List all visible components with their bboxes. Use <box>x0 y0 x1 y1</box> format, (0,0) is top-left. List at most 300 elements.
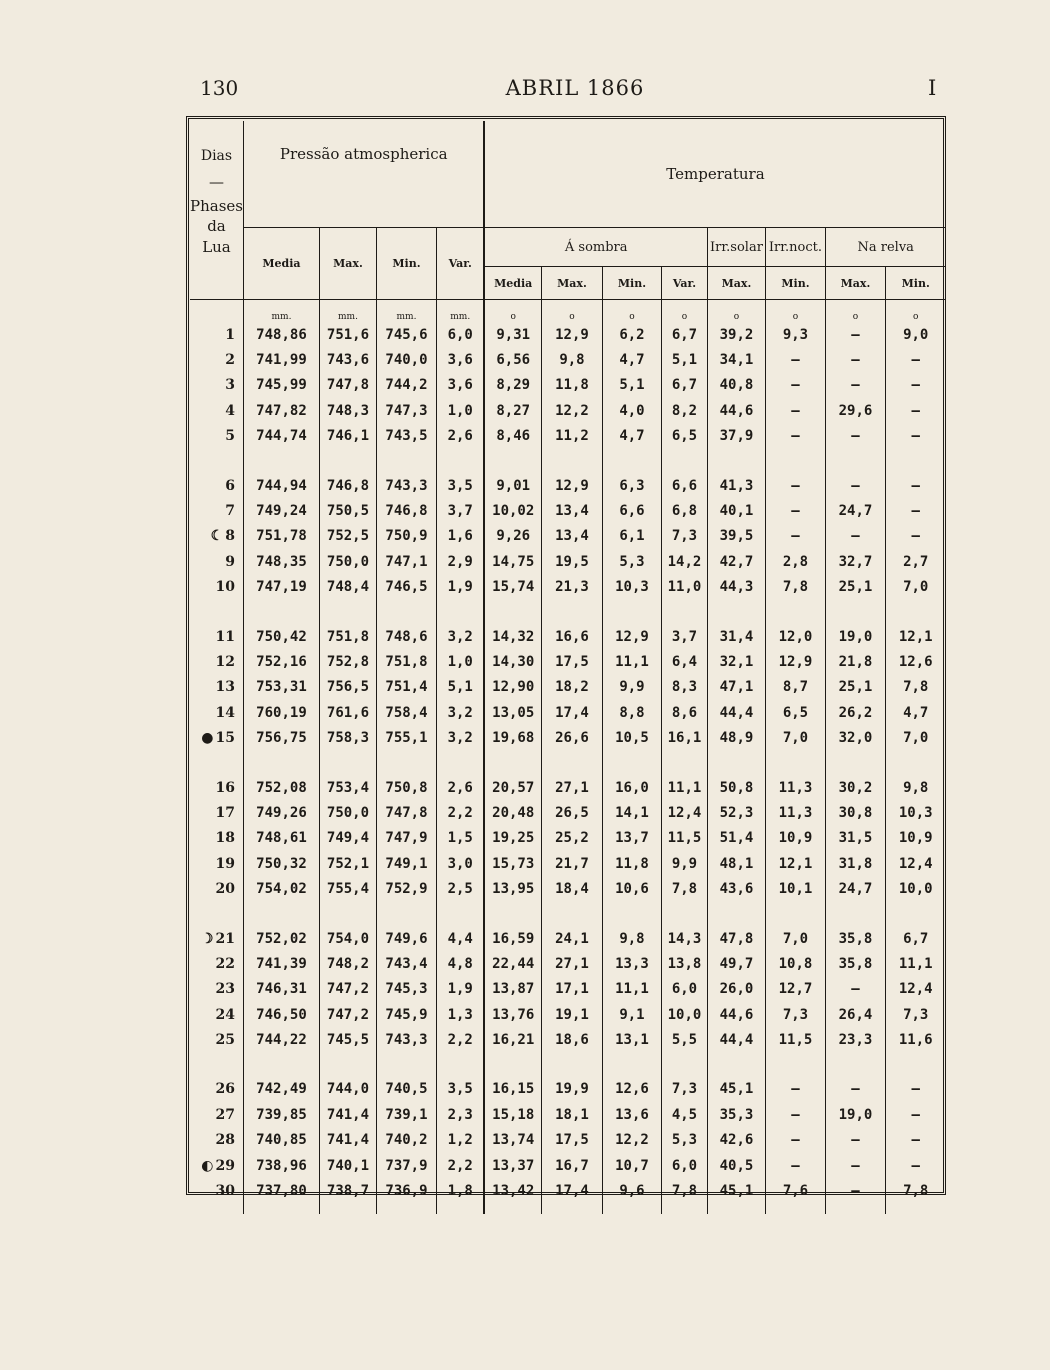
p-var-cell: 1,3 <box>436 1002 484 1027</box>
p-min-cell: 747,1 <box>376 549 436 574</box>
da-label: da <box>207 217 226 236</box>
t-max-cell: 17,5 <box>541 649 602 674</box>
p-min-cell: 740,0 <box>376 347 436 372</box>
p-max-cell: 750,0 <box>319 549 376 574</box>
r-min-cell: 7,8 <box>885 675 945 700</box>
t-max-cell: 26,5 <box>541 800 602 825</box>
t-var-cell: 10,0 <box>661 1002 707 1027</box>
solar-cell: 51,4 <box>707 826 765 851</box>
moon-phase-icon: ☽ <box>200 930 214 947</box>
solar-cell: 48,9 <box>707 725 765 750</box>
p-max-cell: 738,7 <box>319 1178 376 1203</box>
t-var-cell: 4,5 <box>661 1102 707 1127</box>
t-max-cell: 17,1 <box>541 977 602 1002</box>
noct-cell: — <box>765 373 825 398</box>
p-media-cell: 744,22 <box>243 1027 319 1052</box>
p-min-cell: 745,9 <box>376 1002 436 1027</box>
solar-cell: 44,6 <box>707 1002 765 1027</box>
day-cell <box>190 876 243 901</box>
p-media-cell: 749,24 <box>243 498 319 523</box>
page-header <box>0 0 1050 110</box>
day-number: 29 <box>215 1157 235 1174</box>
t-min-cell: 12,9 <box>602 624 661 649</box>
t-media-cell: 13,05 <box>484 700 541 725</box>
p-min-cell: 748,6 <box>376 624 436 649</box>
day-number: 24 <box>215 1006 235 1023</box>
r-max-cell: — <box>825 424 885 449</box>
p-max-cell: 747,8 <box>319 373 376 398</box>
t-var-cell: 6,0 <box>661 977 707 1002</box>
r-min-cell: — <box>885 398 945 423</box>
t-media-cell: 15,18 <box>484 1102 541 1127</box>
moon-phase-icon: ◐ <box>201 1157 214 1174</box>
t-var-cell: 14,3 <box>661 926 707 951</box>
p-min-header: Min. <box>376 228 436 300</box>
solar-cell: 31,4 <box>707 624 765 649</box>
p-media-cell: 756,75 <box>243 725 319 750</box>
t-var-cell: 11,0 <box>661 575 707 600</box>
r-max-cell: — <box>825 1153 885 1178</box>
t-max-cell: 12,9 <box>541 473 602 498</box>
r-max-cell: 29,6 <box>825 398 885 423</box>
moon-phase-icon: ● <box>201 730 214 747</box>
day-cell <box>190 624 243 649</box>
r-min-cell: 7,8 <box>885 1178 945 1203</box>
table-row <box>190 424 945 449</box>
table-row <box>190 649 945 674</box>
day-cell <box>190 549 243 574</box>
t-min-cell: 4,0 <box>602 398 661 423</box>
r-min-cell: — <box>885 1128 945 1153</box>
day-cell <box>190 1077 243 1102</box>
irr-solar-max-header: Max. <box>707 267 765 300</box>
p-min-cell: 749,1 <box>376 851 436 876</box>
r-min-cell: 4,7 <box>885 700 945 725</box>
t-max-cell: 11,2 <box>541 424 602 449</box>
day-cell <box>190 926 243 951</box>
p-min-cell: 743,3 <box>376 1027 436 1052</box>
r-max-cell: 25,1 <box>825 675 885 700</box>
t-media-cell: 14,75 <box>484 549 541 574</box>
p-max-cell: 753,4 <box>319 775 376 800</box>
noct-cell: 11,5 <box>765 1027 825 1052</box>
table-row <box>190 700 945 725</box>
r-min-cell: — <box>885 373 945 398</box>
p-var-cell: 2,6 <box>436 775 484 800</box>
r-max-cell: — <box>825 1077 885 1102</box>
day-cell <box>190 1002 243 1027</box>
day-number: 2 <box>225 352 235 369</box>
day-cell <box>190 800 243 825</box>
p-min-cell: 746,5 <box>376 575 436 600</box>
p-var-cell: 1,6 <box>436 524 484 549</box>
p-media-cell: 752,16 <box>243 649 319 674</box>
table-row <box>190 800 945 825</box>
t-min-cell: 9,9 <box>602 675 661 700</box>
r-max-cell: 35,8 <box>825 951 885 976</box>
r-min-cell: 6,7 <box>885 926 945 951</box>
t-min-cell: 13,1 <box>602 1027 661 1052</box>
t-var-cell: 16,1 <box>661 725 707 750</box>
day-cell <box>190 649 243 674</box>
t-media-cell: 10,02 <box>484 498 541 523</box>
r-max-cell: 35,8 <box>825 926 885 951</box>
t-media-cell: 13,37 <box>484 1153 541 1178</box>
noct-cell: 6,5 <box>765 700 825 725</box>
t-max-cell: 18,2 <box>541 675 602 700</box>
unit-label: o <box>602 300 661 323</box>
p-media-cell: 744,94 <box>243 473 319 498</box>
day-number: 10 <box>215 579 235 596</box>
p-media-cell: 754,02 <box>243 876 319 901</box>
p-media-cell: 741,39 <box>243 951 319 976</box>
p-max-cell: 752,5 <box>319 524 376 549</box>
table-row <box>190 373 945 398</box>
t-min-cell: 12,6 <box>602 1077 661 1102</box>
t-media-cell: 16,21 <box>484 1027 541 1052</box>
day-cell <box>190 1128 243 1153</box>
r-min-cell: — <box>885 1077 945 1102</box>
p-min-cell: 755,1 <box>376 725 436 750</box>
p-var-cell: 3,5 <box>436 473 484 498</box>
t-max-cell: 19,9 <box>541 1077 602 1102</box>
p-media-cell: 740,85 <box>243 1128 319 1153</box>
p-media-cell: 738,96 <box>243 1153 319 1178</box>
p-min-cell: 740,5 <box>376 1077 436 1102</box>
t-var-cell: 6,7 <box>661 373 707 398</box>
p-min-cell: 750,9 <box>376 524 436 549</box>
p-var-cell: 3,2 <box>436 725 484 750</box>
t-max-cell: 18,1 <box>541 1102 602 1127</box>
table-row <box>190 951 945 976</box>
t-min-cell: 6,3 <box>602 473 661 498</box>
group-spacer <box>190 600 945 624</box>
p-var-cell: 3,2 <box>436 700 484 725</box>
t-media-cell: 12,90 <box>484 675 541 700</box>
noct-cell: 12,9 <box>765 649 825 674</box>
p-var-cell: 2,2 <box>436 1027 484 1052</box>
t-min-cell: 5,3 <box>602 549 661 574</box>
shade-group-header: Á sombra <box>484 228 707 267</box>
p-media-cell: 739,85 <box>243 1102 319 1127</box>
table-row <box>190 1102 945 1127</box>
day-number: 20 <box>215 881 235 898</box>
p-max-cell: 749,4 <box>319 826 376 851</box>
p-media-cell: 753,31 <box>243 675 319 700</box>
p-media-cell: 745,99 <box>243 373 319 398</box>
p-min-cell: 739,1 <box>376 1102 436 1127</box>
t-min-header: Min. <box>602 267 661 300</box>
table-row <box>190 725 945 750</box>
r-min-cell: 7,3 <box>885 1002 945 1027</box>
day-cell <box>190 977 243 1002</box>
p-var-cell: 5,1 <box>436 675 484 700</box>
p-max-cell: 741,4 <box>319 1128 376 1153</box>
table-row <box>190 977 945 1002</box>
r-min-cell: — <box>885 1153 945 1178</box>
day-cell <box>190 322 243 347</box>
t-var-cell: 7,3 <box>661 524 707 549</box>
t-max-cell: 24,1 <box>541 926 602 951</box>
t-media-cell: 14,32 <box>484 624 541 649</box>
t-var-cell: 6,5 <box>661 424 707 449</box>
solar-cell: 49,7 <box>707 951 765 976</box>
table-row <box>190 322 945 347</box>
t-media-cell: 13,95 <box>484 876 541 901</box>
r-min-cell: 12,6 <box>885 649 945 674</box>
noct-cell: 12,1 <box>765 851 825 876</box>
p-max-cell: 746,8 <box>319 473 376 498</box>
group-spacer <box>190 902 945 926</box>
noct-cell: 2,8 <box>765 549 825 574</box>
phases-label: Phases <box>190 197 243 216</box>
r-max-cell: 31,8 <box>825 851 885 876</box>
day-cell <box>190 524 243 549</box>
p-max-cell: 748,3 <box>319 398 376 423</box>
solar-cell: 47,8 <box>707 926 765 951</box>
table-row <box>190 347 945 372</box>
p-max-cell: 745,5 <box>319 1027 376 1052</box>
unit-label: o <box>541 300 602 323</box>
day-cell <box>190 725 243 750</box>
noct-cell: — <box>765 1153 825 1178</box>
p-media-cell: 748,61 <box>243 826 319 851</box>
p-max-cell: 748,4 <box>319 575 376 600</box>
unit-label: mm. <box>436 300 484 323</box>
t-var-cell: 11,5 <box>661 826 707 851</box>
r-min-cell: — <box>885 347 945 372</box>
day-number: 21 <box>215 930 235 947</box>
day-number: 1 <box>225 326 235 343</box>
table-row <box>190 524 945 549</box>
r-max-cell: — <box>825 322 885 347</box>
table-row <box>190 876 945 901</box>
t-min-cell: 14,1 <box>602 800 661 825</box>
solar-cell: 47,1 <box>707 675 765 700</box>
r-min-cell: 7,0 <box>885 575 945 600</box>
r-max-cell: 26,2 <box>825 700 885 725</box>
t-min-cell: 13,3 <box>602 951 661 976</box>
solar-cell: 44,4 <box>707 700 765 725</box>
p-min-cell: 752,9 <box>376 876 436 901</box>
p-min-cell: 740,2 <box>376 1128 436 1153</box>
pressure-group-header: Pressão atmospherica <box>243 121 484 228</box>
day-cell <box>190 951 243 976</box>
table-row <box>190 826 945 851</box>
solar-cell: 45,1 <box>707 1077 765 1102</box>
solar-cell: 37,9 <box>707 424 765 449</box>
t-min-cell: 9,1 <box>602 1002 661 1027</box>
t-min-cell: 6,1 <box>602 524 661 549</box>
unit-label: mm. <box>319 300 376 323</box>
table-row <box>190 498 945 523</box>
r-min-cell: — <box>885 424 945 449</box>
t-media-cell: 15,73 <box>484 851 541 876</box>
p-var-cell: 3,7 <box>436 498 484 523</box>
t-max-cell: 17,5 <box>541 1128 602 1153</box>
day-number: 18 <box>215 830 235 847</box>
day-number: 11 <box>215 628 235 645</box>
p-var-cell: 6,0 <box>436 322 484 347</box>
p-var-cell: 2,3 <box>436 1102 484 1127</box>
na-relva-header: Na relva <box>825 228 945 267</box>
table-row <box>190 473 945 498</box>
r-max-cell: 23,3 <box>825 1027 885 1052</box>
t-max-cell: 9,8 <box>541 347 602 372</box>
noct-cell: — <box>765 398 825 423</box>
t-var-cell: 8,6 <box>661 700 707 725</box>
p-max-cell: 748,2 <box>319 951 376 976</box>
solar-cell: 42,7 <box>707 549 765 574</box>
t-var-cell: 3,7 <box>661 624 707 649</box>
p-min-cell: 749,6 <box>376 926 436 951</box>
t-min-cell: 10,3 <box>602 575 661 600</box>
r-min-cell: — <box>885 498 945 523</box>
p-max-cell: 747,2 <box>319 1002 376 1027</box>
day-number: 3 <box>225 377 235 394</box>
t-min-cell: 16,0 <box>602 775 661 800</box>
solar-cell: 44,6 <box>707 398 765 423</box>
p-media-cell: 746,31 <box>243 977 319 1002</box>
table-row <box>190 1153 945 1178</box>
t-min-cell: 9,6 <box>602 1178 661 1203</box>
noct-cell: 7,6 <box>765 1178 825 1203</box>
t-min-cell: 6,6 <box>602 498 661 523</box>
noct-cell: — <box>765 473 825 498</box>
t-var-cell: 5,1 <box>661 347 707 372</box>
p-var-header: Var. <box>436 228 484 300</box>
r-min-cell: 11,6 <box>885 1027 945 1052</box>
p-max-cell: 754,0 <box>319 926 376 951</box>
table-row <box>190 1027 945 1052</box>
dias-header <box>190 121 243 300</box>
p-max-cell: 755,4 <box>319 876 376 901</box>
t-var-cell: 8,3 <box>661 675 707 700</box>
p-max-cell: 746,1 <box>319 424 376 449</box>
t-max-header: Max. <box>541 267 602 300</box>
r-max-cell: 30,8 <box>825 800 885 825</box>
p-max-cell: 751,6 <box>319 322 376 347</box>
p-media-cell: 751,78 <box>243 524 319 549</box>
solar-cell: 40,5 <box>707 1153 765 1178</box>
p-media-cell: 752,08 <box>243 775 319 800</box>
t-var-cell: 6,0 <box>661 1153 707 1178</box>
day-number: 4 <box>225 402 235 419</box>
t-media-cell: 8,46 <box>484 424 541 449</box>
r-min-cell: 10,0 <box>885 876 945 901</box>
unit-label: o <box>484 300 541 323</box>
p-min-cell: 751,8 <box>376 649 436 674</box>
table-row <box>190 851 945 876</box>
irr-noct-header: Irr.noct. <box>765 228 825 267</box>
unit-label: o <box>707 300 765 323</box>
t-max-cell: 18,4 <box>541 876 602 901</box>
r-max-cell: — <box>825 347 885 372</box>
r-max-cell: 19,0 <box>825 1102 885 1127</box>
t-var-cell: 6,8 <box>661 498 707 523</box>
p-var-cell: 3,6 <box>436 373 484 398</box>
relva-max-header: Max. <box>825 267 885 300</box>
t-var-cell: 7,8 <box>661 876 707 901</box>
p-min-cell: 736,9 <box>376 1178 436 1203</box>
p-media-cell: 750,42 <box>243 624 319 649</box>
p-max-cell: 750,0 <box>319 800 376 825</box>
p-max-cell: 747,2 <box>319 977 376 1002</box>
relva-min-header: Min. <box>885 267 945 300</box>
table-body <box>190 300 945 1214</box>
t-var-cell: 13,8 <box>661 951 707 976</box>
p-var-cell: 1,0 <box>436 398 484 423</box>
t-min-cell: 6,2 <box>602 322 661 347</box>
p-max-cell: 758,3 <box>319 725 376 750</box>
t-max-cell: 16,6 <box>541 624 602 649</box>
t-media-cell: 19,68 <box>484 725 541 750</box>
day-number: 12 <box>215 653 235 670</box>
p-media-cell: 741,99 <box>243 347 319 372</box>
noct-cell: 9,3 <box>765 322 825 347</box>
p-var-cell: 2,9 <box>436 549 484 574</box>
noct-cell: 7,8 <box>765 575 825 600</box>
t-max-cell: 19,5 <box>541 549 602 574</box>
group-spacer <box>190 449 945 473</box>
noct-cell: — <box>765 524 825 549</box>
t-var-cell: 5,5 <box>661 1027 707 1052</box>
moon-phase-icon: ☾ <box>210 528 224 545</box>
t-min-cell: 12,2 <box>602 1128 661 1153</box>
t-var-cell: 8,2 <box>661 398 707 423</box>
t-min-cell: 4,7 <box>602 347 661 372</box>
day-number: 16 <box>215 779 235 796</box>
day-cell <box>190 675 243 700</box>
solar-cell: 48,1 <box>707 851 765 876</box>
t-var-header: Var. <box>661 267 707 300</box>
t-media-cell: 13,87 <box>484 977 541 1002</box>
day-cell <box>190 775 243 800</box>
irr-solar-header: Irr.solar <box>707 228 765 267</box>
t-media-cell: 14,30 <box>484 649 541 674</box>
p-min-cell: 750,8 <box>376 775 436 800</box>
unit-label: o <box>885 300 945 323</box>
noct-cell: 7,0 <box>765 926 825 951</box>
p-var-cell: 3,6 <box>436 347 484 372</box>
p-var-cell: 1,9 <box>436 977 484 1002</box>
t-min-cell: 13,7 <box>602 826 661 851</box>
p-var-cell: 1,9 <box>436 575 484 600</box>
noct-cell: — <box>765 1077 825 1102</box>
solar-cell: 40,8 <box>707 373 765 398</box>
day-number: 9 <box>225 553 235 570</box>
p-max-cell: 751,8 <box>319 624 376 649</box>
units-row <box>190 300 945 323</box>
p-var-cell: 4,8 <box>436 951 484 976</box>
t-min-cell: 11,1 <box>602 649 661 674</box>
p-max-cell: 752,1 <box>319 851 376 876</box>
t-var-cell: 5,3 <box>661 1128 707 1153</box>
day-number: 15 <box>215 730 235 747</box>
p-max-cell: 741,4 <box>319 1102 376 1127</box>
p-min-cell: 746,8 <box>376 498 436 523</box>
t-min-cell: 11,8 <box>602 851 661 876</box>
r-max-cell: 25,1 <box>825 575 885 600</box>
t-media-cell: 9,31 <box>484 322 541 347</box>
solar-cell: 39,2 <box>707 322 765 347</box>
p-min-cell: 747,8 <box>376 800 436 825</box>
day-cell <box>190 1178 243 1203</box>
t-media-header: Media <box>484 267 541 300</box>
noct-cell: — <box>765 424 825 449</box>
day-cell <box>190 575 243 600</box>
t-media-cell: 9,26 <box>484 524 541 549</box>
